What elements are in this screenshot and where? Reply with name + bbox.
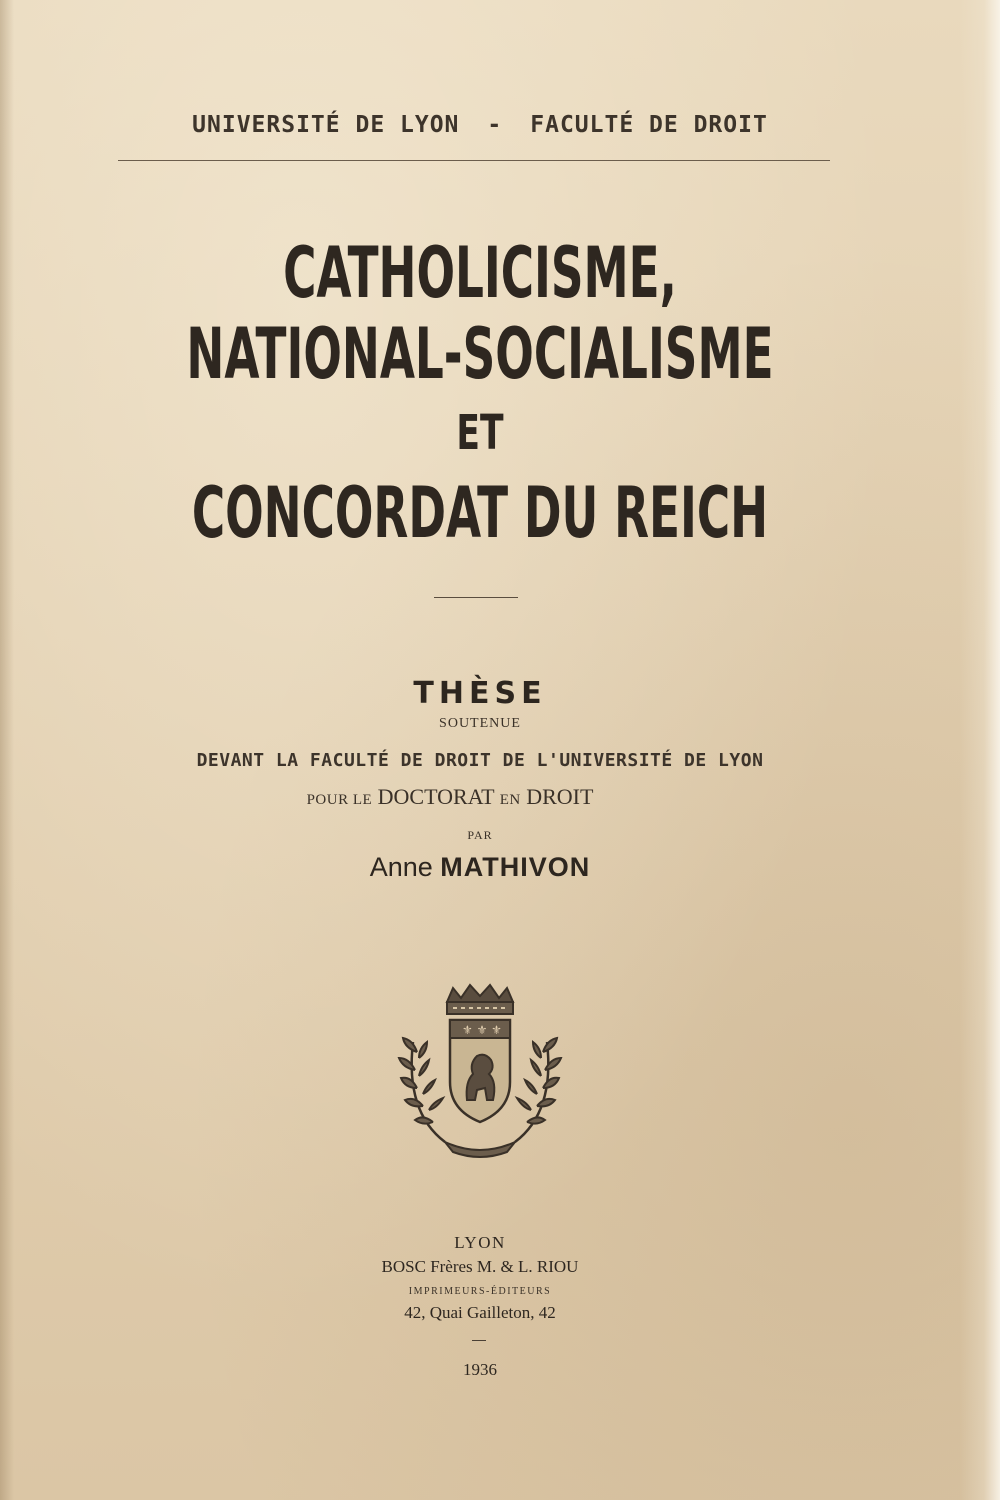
header-rule (118, 160, 830, 161)
svg-text:⚜ ⚜ ⚜: ⚜ ⚜ ⚜ (462, 1023, 502, 1037)
header-separator: - (487, 112, 503, 138)
thesis-devant: DEVANT LA FACULTÉ DE DROIT DE L'UNIVERSITÉ DE LYON (196, 750, 764, 771)
degree-pour-le: POUR LE (306, 792, 373, 808)
imprint-dash (472, 1340, 486, 1341)
title-line-1: CATHOLICISME, (283, 232, 677, 314)
imprint-city: LYON (454, 1233, 506, 1252)
degree-droit: DROIT (526, 784, 594, 809)
imprint-address: 42, Quai Gailleton, 42 (404, 1303, 556, 1322)
thesis-degree (0, 784, 900, 810)
degree-doctorat: DOCTORAT (377, 784, 495, 809)
title-line-4: CONCORDAT DU REICH (191, 472, 769, 554)
thesis-par: PAR (467, 828, 493, 842)
imprint-publisher: BOSC Frères M. & L. RIOU (381, 1257, 579, 1276)
publication-year: 1936 (463, 1360, 497, 1379)
author-name (0, 852, 960, 883)
thesis-soutenue: SOUTENUE (439, 716, 521, 731)
title-line-3: ET (456, 405, 504, 461)
university-name: UNIVERSITÉ DE LYON (192, 112, 460, 138)
title-line-2: NATIONAL-SOCIALISME (186, 313, 774, 395)
imprint-role: IMPRIMEURS-ÉDITEURS (408, 1286, 552, 1297)
lyon-coat-of-arms-icon (395, 982, 565, 1162)
faculty-name: FACULTÉ DE DROIT (530, 112, 768, 138)
thesis-label: THÈSE (413, 676, 547, 711)
author-last-name: MATHIVON (440, 852, 591, 882)
institution-header (0, 112, 960, 138)
paper-edge-right (960, 0, 1000, 1500)
degree-en: EN (499, 792, 521, 808)
title-divider (434, 597, 518, 598)
author-first-name: Anne (369, 852, 433, 882)
